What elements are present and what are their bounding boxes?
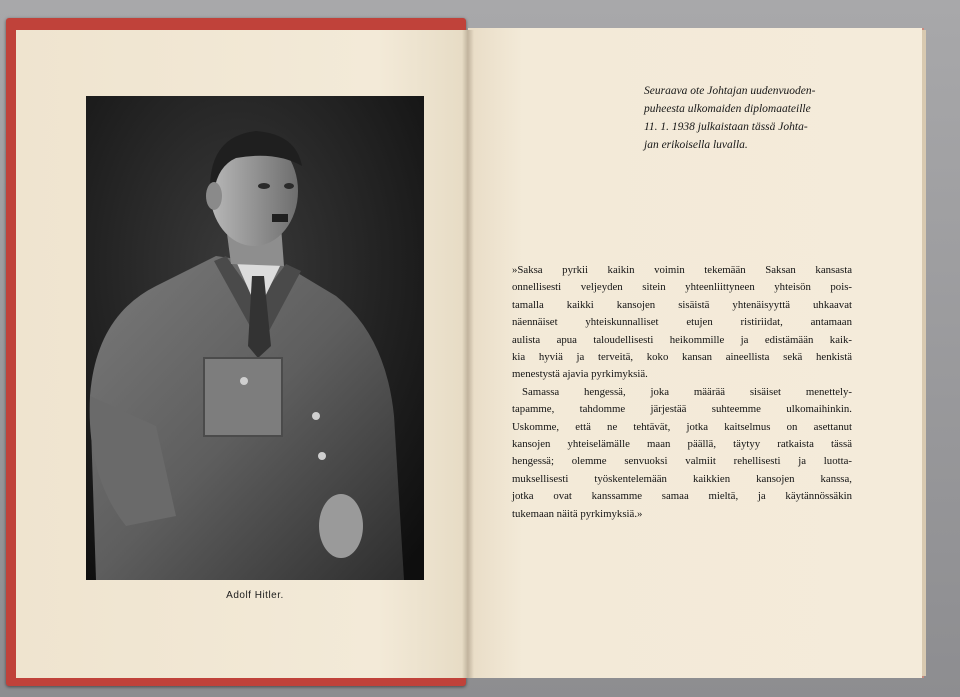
paragraph-line: kansojen yhteiselämälle maan päällä, täytyy ratkaista tässä <box>512 438 852 451</box>
paragraph-line: Uskomme, että ne tehtävät, jotka kaitselmus on asettanut <box>512 420 852 433</box>
paragraph-line: muksellisesti työskentelemään kaikkien kansojen kanssa, <box>512 472 852 485</box>
paragraph-line: onnellisesti veljeyden sitein yhteenliittyneen yhteisön pois- <box>512 281 852 294</box>
paragraph-line: näennäiset yhteiskunnalliset etujen ristiriidat, antamaan <box>512 316 852 329</box>
paragraph-line: tamalla kaikki kansojen sisäistä yhtenäisyyttä uhkaavat <box>512 298 852 311</box>
paragraph-line: tukemaan näitä pyrkimyksiä.» <box>512 507 643 520</box>
portrait-photo <box>86 96 424 580</box>
paragraph-line: jotka ovat kanssamme samaa mieltä, ja käytännössäkin <box>512 490 852 503</box>
note-line: puheesta ulkomaiden diplomaateille <box>644 103 811 115</box>
paragraph-line: Samassa hengessä, joka määrää sisäiset menettely- <box>522 385 852 398</box>
page-edge <box>922 30 926 676</box>
paragraph-line: menestystä ajavia pyrkimyksiä. <box>512 368 648 381</box>
paragraph-line: »Saksa pyrkii kaikin voimin tekemään Saksan kansasta <box>512 264 852 276</box>
paragraph-line: kia hyviä ja terveitä, koko kansan aineellista sekä henkistä <box>512 351 852 364</box>
paragraph-line: aulista apua taloudellisesti heikommille ja edistämään kaik- <box>512 333 852 346</box>
note-line: 11. 1. 1938 julkaistaan tässä Johta- <box>644 121 808 133</box>
paragraph-line: hengessä; olemme senvuoksi valmiit rehellisesti ja luotta- <box>512 455 852 468</box>
note-line: jan erikoisella luvalla. <box>644 139 748 151</box>
photo-caption: Adolf Hitler. <box>226 590 284 601</box>
note-line: Seuraava ote Johtajan uudenvuoden- <box>644 85 816 97</box>
paragraph-line: tapamme, tahdomme järjestää suhteemme ulkomaihinkin. <box>512 403 852 416</box>
speech-quote <box>512 262 852 523</box>
book-gutter <box>462 30 474 678</box>
editorial-note <box>644 82 874 154</box>
